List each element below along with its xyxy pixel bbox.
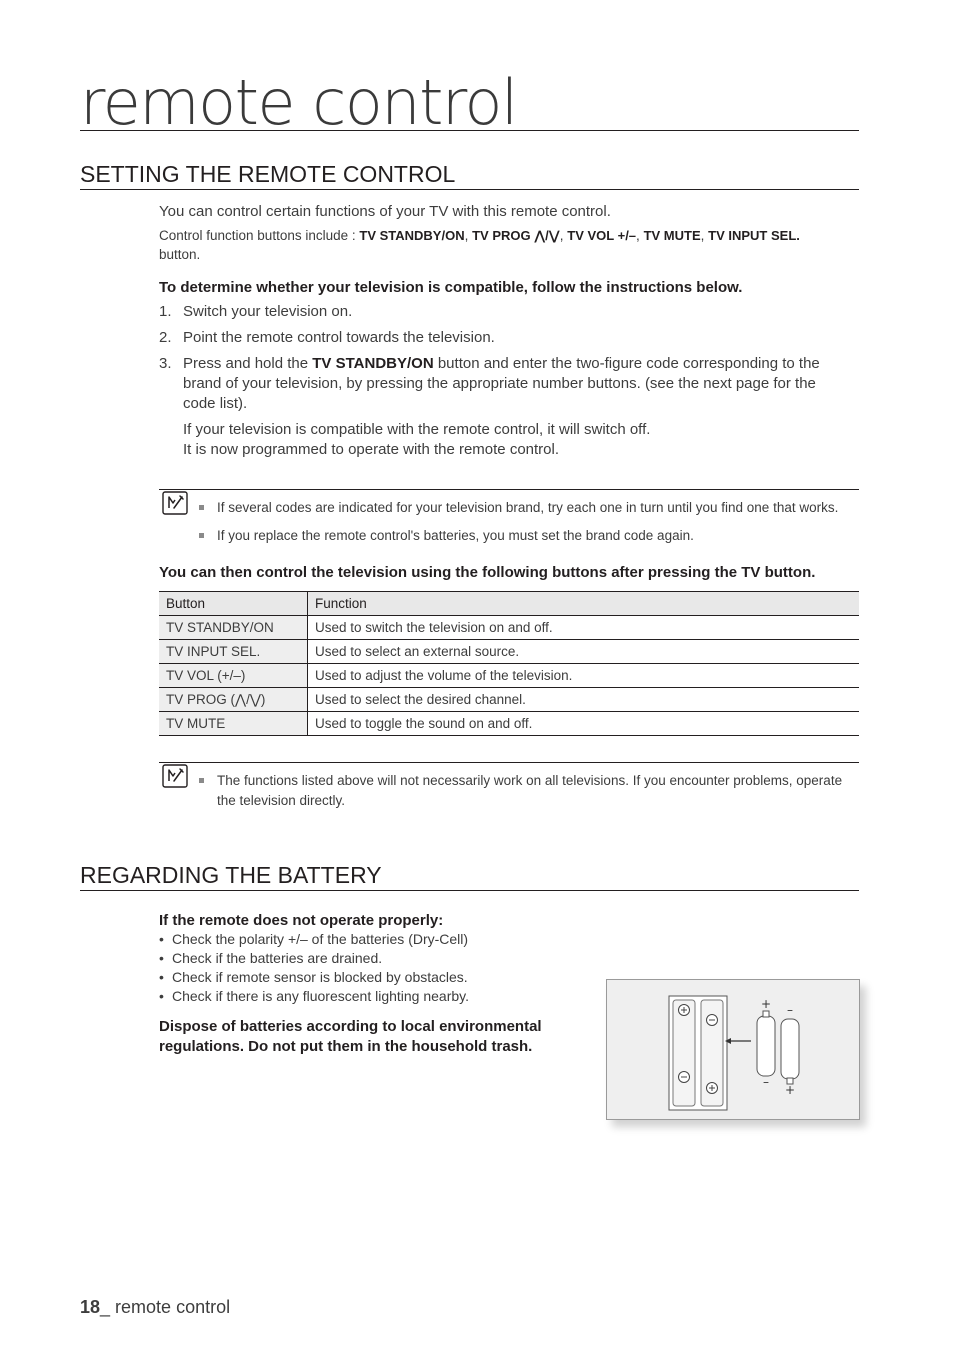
cell-button: TV STANDBY/ON	[159, 616, 308, 640]
note-icon	[162, 491, 188, 515]
polarity-plus-bottom: +	[784, 1083, 796, 1097]
col-header-function: Function	[308, 592, 860, 616]
step-number: 1.	[159, 303, 172, 320]
function-table	[159, 591, 859, 736]
battery-heading: If the remote does not operate properly:	[159, 912, 444, 929]
step-text-bold: TV STANDBY/ON	[312, 355, 434, 372]
buttons-suffix: button.	[159, 247, 201, 262]
page-footer	[80, 1297, 230, 1318]
table-heading: You can then control the television using the following buttons after pressing the TV button.	[159, 564, 816, 581]
polarity-minus-bottom: –	[763, 1075, 769, 1089]
step-text-after: button and enter the two-figure code corresponding to the brand of your television, by pressing the appropriate number buttons. (see the next page for the code list).	[183, 355, 820, 412]
cell-button: TV VOL (+/–)	[159, 664, 308, 688]
note-item: If you replace the remote control's batteries, you must set the brand code again.	[199, 526, 849, 546]
section-title-battery: REGARDING THE BATTERY	[80, 862, 382, 888]
cell-function: Used to adjust the volume of the television.	[308, 664, 860, 688]
result-line-1: If your television is compatible with the remote control, it will switch off.	[183, 421, 651, 438]
buttons-sep-1: ,	[464, 228, 473, 243]
step-text: Switch your television on.	[183, 303, 353, 320]
table-row	[159, 712, 859, 736]
buttons-sep-3: ,	[636, 228, 644, 243]
chapter-title: remote control	[80, 66, 517, 139]
buttons-list-text	[159, 226, 849, 264]
table-row	[159, 616, 859, 640]
step-item	[159, 302, 849, 322]
result-text	[159, 420, 849, 460]
note-icon	[162, 764, 188, 788]
dispose-line-2: regulations. Do not put them in the household trash.	[159, 1038, 533, 1055]
polarity-plus-top: +	[760, 997, 772, 1011]
kw-vol: TV VOL +/–	[567, 228, 637, 243]
result-line-2: It is now programmed to operate with the remote control.	[183, 441, 560, 458]
section-rule-setting	[80, 189, 859, 190]
buttons-prefix: Control function buttons include :	[159, 228, 360, 243]
list-item: • Check if remote sensor is blocked by obstacles.	[159, 968, 599, 987]
table-row	[159, 664, 859, 688]
chapter-rule	[80, 130, 859, 131]
battery-illustration	[606, 979, 860, 1120]
battery-checks	[159, 930, 599, 1006]
buttons-sep-2: ,	[559, 228, 568, 243]
table-header-row	[159, 592, 859, 616]
cell-button: TV MUTE	[159, 712, 308, 736]
dispose-line-1: Dispose of batteries according to local environmental	[159, 1018, 542, 1035]
note-item: If several codes are indicated for your television brand, try each one in turn until you find one that works.	[199, 498, 849, 518]
step-item	[159, 354, 849, 414]
compat-heading: To determine whether your television is compatible, follow the instructions below.	[159, 279, 743, 296]
intro-text: You can control certain functions of your TV with this remote control.	[159, 203, 611, 220]
footer-label: _ remote control	[100, 1297, 231, 1317]
note-list	[199, 771, 849, 819]
polarity-minus-top: –	[787, 1003, 793, 1017]
table-row	[159, 640, 859, 664]
cell-function: Used to switch the television on and off.	[308, 616, 860, 640]
kw-mute: TV MUTE	[643, 228, 701, 243]
step-text: Point the remote control towards the television.	[183, 329, 495, 346]
kw-prog: TV PROG ⋀/⋁	[472, 228, 560, 243]
steps-list	[159, 302, 849, 414]
cell-function: Used to select an external source.	[308, 640, 860, 664]
battery-check-list	[159, 930, 599, 1006]
table-row	[159, 688, 859, 712]
step-text-before: Press and hold the	[183, 355, 313, 372]
step-item	[159, 328, 849, 348]
kw-input: TV INPUT SEL.	[708, 228, 800, 243]
cell-button: TV INPUT SEL.	[159, 640, 308, 664]
col-header-button: Button	[159, 592, 308, 616]
section-title-setting: SETTING THE REMOTE CONTROL	[80, 161, 456, 187]
note-list	[199, 498, 849, 554]
note-box	[159, 489, 859, 556]
step-number: 2.	[159, 329, 172, 346]
steps-block	[159, 302, 849, 460]
section-rule-battery	[80, 890, 859, 891]
buttons-sep-4: ,	[700, 228, 709, 243]
battery-diagram	[607, 980, 859, 1119]
kw-standby: TV STANDBY/ON	[359, 228, 465, 243]
cell-function: Used to select the desired channel.	[308, 688, 860, 712]
cell-button: TV PROG (⋀/⋁)	[159, 688, 308, 712]
page-number: 18	[80, 1297, 101, 1317]
list-item: • Check the polarity +/– of the batteries (Dry-Cell)	[159, 930, 599, 949]
dispose-text	[159, 1017, 599, 1057]
list-item: • Check if the batteries are drained.	[159, 949, 599, 968]
list-item: • Check if there is any fluorescent lighting nearby.	[159, 987, 599, 1006]
table-note-box	[159, 762, 859, 813]
cell-function: Used to toggle the sound on and off.	[308, 712, 860, 736]
note-item: The functions listed above will not necessarily work on all televisions. If you encounter problems, operate the television directly.	[199, 771, 849, 811]
step-number: 3.	[159, 355, 172, 372]
